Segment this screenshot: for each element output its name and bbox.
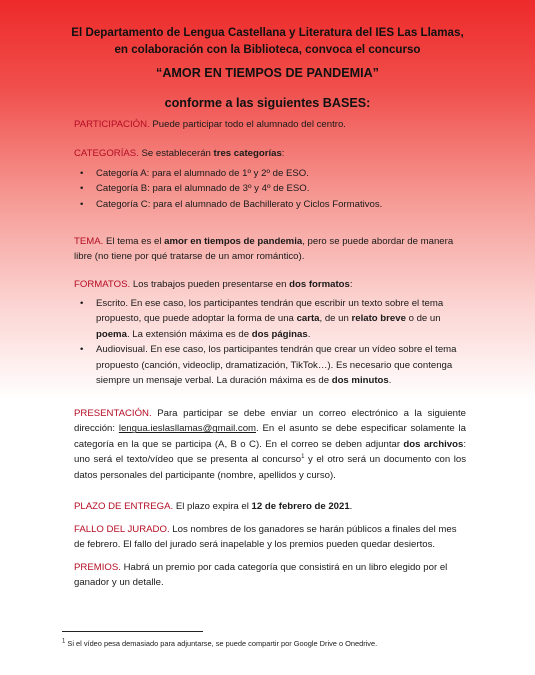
list-item [74, 197, 466, 212]
presentacion-section [74, 406, 466, 483]
escrito-relato: relato breve [351, 313, 406, 325]
tema-section [74, 234, 466, 265]
bullet-icon: • [80, 168, 84, 179]
presentacion-text-1: Para participar se debe enviar un correo electrónico a la siguiente dirección: [74, 408, 466, 435]
participacion-section [74, 117, 466, 132]
premios-section [74, 560, 466, 591]
escrito-text-2: , de un [319, 313, 352, 325]
audiovisual-text-1: Audiovisual. En ese caso, los participantes tendrán que crear un vídeo sobre el tema propuesto (canción, videoclip, dramatización, TikTok…). Es necesario que contenga siempre un mensaje verbal. La duración máxima es de [96, 344, 457, 387]
premios-text: Habrá un premio por cada categoría que consistirá en un libro elegido por el ganador y un detalle. [74, 562, 448, 589]
escrito-text-3: o de un [405, 313, 441, 325]
formatos-emphasis: dos formatos [289, 279, 350, 290]
escrito-text-4: . La extensión máxima es de [126, 328, 252, 340]
categorias-list [74, 166, 466, 212]
list-item [74, 342, 466, 388]
fallo-section [74, 522, 466, 553]
participacion-text: Puede participar todo el alumnado del centro. [149, 119, 346, 130]
contest-title: “AMOR EN TIEMPOS DE PANDEMIA” [156, 66, 379, 80]
footnote [62, 639, 377, 648]
bullet-icon: • [80, 344, 84, 356]
tema-label: TEMA. [74, 236, 104, 247]
bullet-icon: • [80, 183, 84, 195]
bullet-icon: • [80, 198, 84, 210]
formatos-list [74, 296, 466, 388]
categorias-section [74, 146, 466, 161]
bullet-icon: • [80, 298, 84, 309]
tema-emphasis: amor en tiempos de pandemia [164, 236, 303, 247]
formatos-colon: : [349, 279, 353, 290]
footnote-mark: 1 [62, 638, 66, 645]
fallo-label: FALLO DEL JURADO. [74, 524, 170, 535]
categorias-emphasis: tres categorías [213, 148, 282, 159]
category-a: Categoría A: para el alumnado de 1º y 2º de ESO. [96, 168, 309, 179]
escrito-text-1: Escrito. En ese caso, los participantes tendrán que escribir un texto sobre el tema propuesto, que puede adoptar la forma de una [96, 298, 444, 325]
formatos-label: FORMATOS. [74, 279, 131, 290]
tema-text-1: El tema es el [103, 236, 165, 247]
footnote-reference[interactable]: 1 [301, 454, 305, 461]
audiovisual-text-2: . [388, 375, 392, 387]
category-c: Categoría C: para el alumnado de Bachillerato y Ciclos Formativos. [96, 198, 383, 210]
plazo-section [74, 499, 466, 514]
categorias-text: Se establecerán [138, 148, 214, 159]
presentacion-text-4: y el otro será un documento con los datos personales del participante (nombre, apellidos y curso). [74, 454, 467, 481]
plazo-text-2: . [349, 501, 353, 512]
formatos-text-1: Los trabajos pueden presentarse en [130, 279, 290, 290]
audiovisual-minutos: dos minutos [331, 375, 389, 387]
presentacion-archivos: dos archivos [403, 438, 464, 450]
escrito-text-5: . [307, 328, 311, 340]
tema-text-2: , pero se puede abordar de manera libre (no tiene por qué tratarse de un amor romántico). [74, 236, 454, 263]
plazo-text-1: El plazo expira el [173, 501, 252, 512]
fallo-text: Los nombres de los ganadores se harán públicos a finales del mes de febrero. El fallo del jurado será inapelable y los premios pueden quedar desiertos. [74, 524, 457, 551]
escrito-carta: carta [296, 313, 320, 325]
category-b: Categoría B: para el alumnado de 3º y 4º de ESO. [96, 183, 310, 195]
participacion-label: PARTICIPACIÓN. [74, 119, 150, 130]
email-link[interactable]: lengua.ieslasllamas@gmail.com [118, 423, 257, 435]
plazo-fecha: 12 de febrero de 2021 [251, 501, 350, 512]
bases-title: conforme a las siguientes BASES: [164, 96, 371, 110]
footnote-divider [62, 631, 203, 632]
escrito-paginas: dos páginas [251, 328, 308, 340]
categorias-colon: : [281, 148, 285, 159]
presentacion-text-2: . En el asunto se debe especificar solamente la categoría en la que se participa (A, B o C). En el correo se deben adjuntar [74, 423, 466, 450]
escrito-poema: poema [96, 328, 127, 340]
list-item [74, 181, 466, 196]
presentacion-label: PRESENTACIÓN. [74, 408, 152, 419]
presentacion-text-3: : uno será el texto/vídeo que se presenta al concurso [74, 438, 466, 466]
header-line-2: en colaboración con la Biblioteca, convoca el concurso [114, 43, 421, 56]
list-item [74, 296, 466, 342]
formatos-section [74, 277, 466, 292]
footnote-text: Si el vídeo pesa demasiado para adjuntarse, se puede compartir por Google Drive o Onedrive. [65, 639, 378, 648]
document-header [0, 24, 535, 58]
list-item [74, 166, 466, 181]
header-line-1: El Departamento de Lengua Castellana y Literatura del IES Las Llamas, [71, 26, 464, 39]
plazo-label: PLAZO DE ENTREGA. [74, 501, 174, 512]
categorias-label: CATEGORÍAS. [74, 148, 139, 159]
premios-label: PREMIOS. [74, 562, 121, 573]
